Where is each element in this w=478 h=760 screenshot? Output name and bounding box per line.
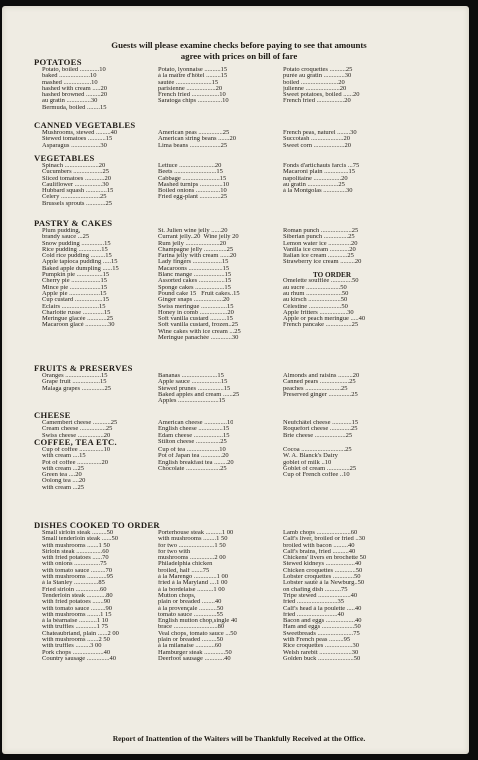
- menu-item: Cup custard .................15: [42, 297, 109, 304]
- menu-item: Snow pudding ..............15: [42, 240, 111, 247]
- menu-item: au gratin ...................25: [283, 181, 345, 188]
- menu-item: à la provençale ...........50: [158, 605, 224, 612]
- menu-item: Welsh rarebit ....................30: [283, 649, 359, 656]
- menu-item: Oolong tea ....20: [42, 478, 86, 485]
- menu-item: Canned pears ..................25: [283, 379, 356, 386]
- menu-item: Calf's liver, broiled or fried ..30: [283, 536, 366, 543]
- menu-item: Cabbage .......................15: [158, 175, 227, 182]
- section-title: VEGETABLES: [34, 153, 95, 163]
- menu-item: Fonds d'artichauts farcis ...75: [283, 163, 360, 169]
- menu-item: Hubbard squash .............15: [42, 188, 114, 195]
- menu-item: mushrooms ...............2 00: [158, 555, 226, 562]
- menu-item: Sweetbreads ......................75: [283, 630, 360, 637]
- menu-column: [42, 530, 119, 662]
- menu-item: with mushrooms .......1 50: [42, 542, 110, 549]
- menu-item: Celery ........................25: [42, 194, 107, 201]
- menu-item: Blanc mange ...................15: [158, 272, 232, 279]
- menu-item: Rum jelly .....................20: [158, 240, 227, 247]
- section-title: CHEESE: [34, 410, 71, 420]
- menu-item: with mushrooms ............95: [42, 574, 114, 581]
- menu-item: Pot of coffee ...............20: [42, 459, 108, 466]
- menu-item: St. Julien wine jelly ......20: [158, 228, 228, 234]
- menu-item: mashed .................10: [42, 79, 98, 86]
- menu-item: Saratoga chips ...............10: [158, 98, 229, 105]
- menu-item: Soft vanilla custard ..........15: [158, 316, 233, 323]
- menu-item: Cup of French coffee ..10: [283, 472, 350, 479]
- menu-item: Apple sauce ..................15: [158, 379, 228, 386]
- menu-item: à la Montgolas ..............30: [283, 188, 353, 195]
- menu-item: Meringue glacée ............25: [42, 316, 114, 323]
- menu-item: Small sirloin steak .........50: [42, 530, 114, 536]
- menu-item: Cup of tea ....................10: [158, 447, 226, 453]
- menu-item: Asparagus ..................30: [42, 142, 107, 149]
- menu-item: plain or breaded ........40: [158, 599, 222, 606]
- menu-item: Baked apples and cream ......25: [158, 391, 240, 398]
- menu-item: Boiled onions ...............10: [158, 188, 227, 195]
- menu-item: sautée ......................15: [158, 79, 219, 86]
- menu-item: à la béarnaise ...........1 10: [42, 618, 109, 625]
- menu-item: French fried .................10: [158, 92, 226, 99]
- menu-item: Fried sirloin ...............60: [42, 586, 107, 593]
- menu-item: English breakfast tea ........20: [158, 459, 234, 466]
- menu-item: Chicken croquettes .............50: [283, 567, 363, 574]
- section-title: POTATOES: [34, 57, 82, 67]
- menu-item: French fried .................20: [283, 98, 351, 105]
- menu-column: [283, 447, 356, 478]
- menu-item: Cherry pie ..................15: [42, 278, 107, 285]
- menu-item: Camembert cheese ...........25: [42, 420, 118, 426]
- menu-item: Malaga grapes ..............25: [42, 385, 111, 392]
- menu-column: [42, 228, 119, 329]
- menu-item: Sliced tomatoes ............20: [42, 175, 111, 182]
- menu-item: broiled, half .......75: [158, 567, 210, 574]
- menu-item: hashed browned .........20: [42, 92, 108, 99]
- menu-item: American peas ...............25: [158, 130, 230, 136]
- menu-item: with tomato sauce .........70: [42, 567, 113, 574]
- menu-item: Chickens' livers en brochette 50: [283, 555, 367, 562]
- menu-item: Bacon and eggs ..................40: [283, 618, 362, 625]
- menu-item: French pancake ................25: [283, 322, 359, 329]
- menu-item: Ginger snaps ..................20: [158, 297, 230, 304]
- menu-item: Small tenderloin steak ......50: [42, 536, 119, 543]
- menu-item: English mutton chop,single 40: [158, 618, 238, 625]
- menu-column: [283, 228, 365, 329]
- menu-item: with onions ................75: [42, 561, 107, 568]
- menu-item: with fried potatoes ......70: [42, 555, 109, 562]
- menu-item: Apple or peach meringue .....40: [283, 316, 366, 323]
- menu-item: Macaroon glacé ..............30: [42, 322, 115, 329]
- menu-item: Plum pudding,: [42, 228, 81, 234]
- menu-item: Stewed prunes ................15: [158, 385, 231, 392]
- menu-item: Farina jelly with cream ......20: [158, 253, 237, 260]
- menu-item: Green tea ....20: [42, 472, 82, 479]
- footer-notice: Report of Inattention of the Waiters will be Thankfully Received at the Office.: [112, 734, 366, 743]
- menu-item: Lemon water ice ..............20: [283, 240, 358, 247]
- menu-item: with fried potatoes .......90: [42, 599, 111, 606]
- menu-item: Lady fingers ..................15: [158, 259, 229, 266]
- section-title: COFFEE, TEA ETC.: [34, 437, 117, 447]
- menu-item: julienne .....................20: [283, 85, 347, 92]
- menu-item: Wine cakes with ice cream ...25: [158, 328, 241, 335]
- menu-item: Cocoa ...........................25: [283, 447, 352, 453]
- menu-item: Tripe stewed ....................40: [283, 592, 358, 599]
- menu-item: peaches ......................25: [283, 385, 348, 392]
- menu-item: Philadelphia chicken: [158, 561, 213, 568]
- menu-item: Meringue panachée .............30: [158, 335, 239, 342]
- menu-item: Cream cheese ................25: [42, 426, 113, 433]
- menu-column: [42, 447, 110, 491]
- menu-item: Apple pie ...................15: [42, 290, 107, 297]
- menu-column: [158, 447, 234, 472]
- menu-item: à la bordelaise ..........1 00: [158, 586, 225, 593]
- menu-item: Macaroons .....................15: [158, 265, 230, 272]
- menu-item: Cauliflower .................30: [42, 181, 109, 188]
- menu-item: fried .........................40: [283, 611, 345, 618]
- menu-item: on chafing dish ..........75: [283, 586, 348, 593]
- menu-item: Edam cheese ..................15: [158, 432, 230, 439]
- menu-item: au rhum ......................50: [283, 290, 349, 297]
- menu-column: [158, 67, 229, 105]
- menu-item: brace ...........................80: [158, 624, 225, 631]
- menu-item: with tomato sauce .........90: [42, 605, 113, 612]
- menu-item: Veal chops, tomato sauce ...50: [158, 630, 237, 637]
- menu-item: Beets ..........................15: [158, 169, 223, 176]
- menu-item: English cheese ...............15: [158, 426, 230, 433]
- menu-item: Oranges ......................15: [42, 373, 108, 379]
- menu-item: Pork chops ...................40: [42, 649, 111, 656]
- menu-item: purée au gratin .............30: [283, 73, 352, 80]
- menu-item: Fried egg-plant .............25: [158, 194, 228, 201]
- section-title: FRUITS & PRESERVES: [34, 363, 133, 373]
- menu-item: Chocolate .....................25: [158, 465, 227, 472]
- menu-item: for two with: [158, 548, 191, 555]
- menu-item: with truffles .............1 75: [42, 624, 108, 631]
- menu-item: Roquefort cheese .............25: [283, 426, 358, 433]
- menu-item: hashed with cream .....20: [42, 85, 107, 92]
- menu-item: boiled .......................20: [283, 79, 345, 86]
- menu-item: au sucre .....................50: [283, 284, 347, 291]
- menu-item: Chateaubriand, plain ......2 00: [42, 630, 119, 637]
- menu-item: Rice pudding ..............15: [42, 246, 108, 253]
- menu-item: with cream ...25: [42, 465, 85, 472]
- menu-item: TO ORDER: [313, 272, 352, 279]
- menu-item: au kirsch ....................50: [283, 297, 348, 304]
- menu-item: Lobster sauté à la Newburg..50: [283, 580, 365, 587]
- menu-item: Stewed tomatoes ...........15: [42, 136, 113, 143]
- menu-item: Potato, boiled ............10: [42, 67, 106, 73]
- menu-item: Tenderloin steak ............80: [42, 592, 113, 599]
- menu-item: Assorted cakes ................15: [158, 278, 232, 285]
- menu-item: Mutton chops,: [158, 592, 196, 599]
- section-title: CANNED VEGETABLES: [34, 120, 136, 130]
- header-line-1: Guests will please examine checks before paying to see that amounts: [111, 40, 367, 50]
- section-title: DISHES COOKED TO ORDER: [34, 520, 160, 530]
- menu-item: with French peas .........95: [283, 637, 351, 644]
- menu-item: with cream ...25: [42, 484, 85, 491]
- menu-item: Calf's head à la poulette .....40: [283, 605, 362, 612]
- menu-item: Deerfoot sausage ............40: [158, 655, 231, 662]
- menu-column: [158, 530, 237, 662]
- menu-item: Brussels sprouts ............25: [42, 200, 113, 207]
- menu-item: Soft vanilla custard, frozen..25: [158, 322, 239, 329]
- menu-item: à la Marengo ..............1 00: [158, 574, 229, 581]
- menu-item: Pumpkin pie ................15: [42, 272, 110, 279]
- menu-item: à la maître d'hôtel .........15: [158, 73, 228, 80]
- menu-item: Spinach .....................20: [42, 163, 106, 169]
- menu-item: Bermuda, boiled ........15: [42, 104, 107, 111]
- menu-column: [283, 530, 366, 662]
- menu-item: Cup of coffee ...............10: [42, 447, 111, 453]
- menu-item: Champagne jelly ..............25: [158, 246, 234, 253]
- menu-item: Calf's brains, fried ..........40: [283, 548, 356, 555]
- menu-item: Strawberry ice cream .........20: [283, 259, 362, 266]
- menu-item: Neufchâtel cheese ............15: [283, 420, 359, 426]
- menu-item: Goblet of cream ..............25: [283, 465, 357, 472]
- menu-item: Cucumbers ..................25: [42, 169, 109, 176]
- menu-item: Brie cheese ...................25: [283, 432, 353, 439]
- menu-item: fried .........................35: [283, 599, 345, 606]
- menu-item: parisienne ..................20: [158, 85, 223, 92]
- menu-item: Preserved ginger ..............25: [283, 391, 358, 398]
- menu-column: [158, 130, 236, 149]
- menu-item: Honey in comb .................20: [158, 309, 234, 316]
- menu-item: Hamburger steak .............50: [158, 649, 232, 656]
- menu-item: Potato, lyonnaise ..........15: [158, 67, 228, 73]
- menu-item: Stilton cheese ...............25: [158, 438, 227, 445]
- menu-item: Lamb chops .....................60: [283, 530, 358, 536]
- menu-item: Swiss meringue ................15: [158, 303, 234, 310]
- menu-item: fried à la Maryland ....1 00: [158, 580, 228, 587]
- menu-item: Swiss cheese ................20: [42, 432, 111, 439]
- menu-item: au gratin ...............30: [42, 98, 98, 105]
- menu-item: Sweet potatoes, boiled ......20: [283, 92, 360, 99]
- menu-item: broiled with bacon .........40: [283, 542, 355, 549]
- menu-item: Apples .........................15: [158, 398, 226, 405]
- menu-item: with truffles .........3 00: [42, 643, 102, 650]
- menu-item: Macaroni plain ...............15: [283, 169, 356, 176]
- menu-item: Célestine ....................50: [283, 303, 348, 310]
- menu-item: à la milanaise ............60: [158, 643, 222, 650]
- menu-column: [158, 420, 233, 445]
- menu-item: Apple tapioca pudding .....15: [42, 259, 118, 266]
- menu-item: with mushrooms .......2 50: [42, 637, 110, 644]
- menu-column: [283, 163, 359, 194]
- menu-column: [158, 163, 229, 201]
- menu-item: baked ...................10: [42, 73, 97, 80]
- menu-column: [42, 373, 111, 392]
- menu-column: [283, 130, 357, 149]
- menu-item: American string beans .......20: [158, 136, 236, 143]
- menu-item: Pot of Japan tea .............20: [158, 453, 229, 460]
- menu-item: Potato croquettes ..........25: [283, 67, 353, 73]
- menu-item: American cheese ..............10: [158, 420, 234, 426]
- menu-item: Mushrooms, stewed .........40: [42, 130, 118, 136]
- menu-item: Stewed kidneys ..................40: [283, 561, 362, 568]
- menu-column: [283, 67, 360, 105]
- menu-item: Mince pie ...................15: [42, 284, 108, 291]
- menu-item: Grape fruit .................15: [42, 379, 107, 386]
- menu-item: French peas, naturel ........30: [283, 130, 357, 136]
- menu-item: Country sausage ..............40: [42, 655, 117, 662]
- menu-item: Sirloin steak ................60: [42, 548, 109, 555]
- menu-item: brandy sauce ...25: [42, 234, 90, 241]
- menu-column: [42, 130, 117, 149]
- menu-item: Bananas ......................15: [158, 373, 224, 379]
- section-title: PASTRY & CAKES: [34, 218, 113, 228]
- menu-column: [283, 373, 359, 398]
- menu-item: Almonds and raisins .........20: [283, 373, 360, 379]
- menu-item: Siberian punch ...............25: [283, 234, 355, 241]
- menu-item: Roman punch ...................25: [283, 228, 359, 234]
- menu-item: Eclairs .......................15: [42, 303, 106, 310]
- menu-item: Italian ice cream ............25: [283, 253, 354, 260]
- menu-item: napolitaine .................20: [283, 175, 348, 182]
- header-line-2: agree with prices on bill of fare: [180, 51, 298, 61]
- menu-item: plain or breaded .........50: [158, 637, 223, 644]
- menu-column: [158, 228, 241, 341]
- menu-item: tomato sauce ..............55: [158, 611, 223, 618]
- menu-item: with mushrooms ........1 15: [42, 611, 112, 618]
- menu-column: [158, 373, 239, 404]
- menu-item: W. A. Blanck's Dairy: [283, 453, 338, 460]
- menu-item: Omelette soufflée .............50: [283, 278, 359, 285]
- menu-item: Golden buck ......................50: [283, 655, 361, 662]
- menu-column: [42, 163, 113, 207]
- menu-column: [42, 67, 107, 111]
- menu-item: Lettuce ......................20: [158, 163, 222, 169]
- menu-item: Vanilla ice cream ............20: [283, 246, 356, 253]
- menu-column: [283, 420, 358, 439]
- menu-item: Succotash ....................20: [283, 136, 350, 143]
- menu-item: Sponge cakes ..................15: [158, 284, 231, 291]
- menu-item: Mashed turnips ..............10: [158, 181, 230, 188]
- menu-item: Porterhouse steak ..........1 00: [158, 530, 234, 536]
- menu-item: Cold rice pudding .........15: [42, 253, 112, 260]
- menu-item: Sweet corn ...................20: [283, 142, 352, 149]
- menu-item: Pound cake 15 Fruit cakes..15: [158, 290, 240, 297]
- menu-item: Ham and eggs ....................50: [283, 624, 361, 631]
- menu-item: Lima beans ...................25: [158, 142, 228, 149]
- menu-item: Charlotte russe .............15: [42, 309, 111, 316]
- menu-item: Rice croquettes .................30: [283, 643, 359, 650]
- menu-item: goblet of milk ..10: [283, 459, 332, 466]
- menu-item: Apple fritters .................30: [283, 309, 354, 316]
- menu-item: for two ......................1 50: [158, 542, 226, 549]
- menu-item: with cream ....15: [42, 453, 86, 460]
- menu-item: with mushrooms ........1 50: [158, 536, 228, 543]
- menu-item: Currant jelly..20 Wine jelly 20: [158, 234, 239, 241]
- menu-item: Lobster croquettes .............50: [283, 574, 361, 581]
- menu-item: Baked apple dumpling ......15: [42, 265, 119, 272]
- menu-item: à la Stanley ...............85: [42, 580, 105, 587]
